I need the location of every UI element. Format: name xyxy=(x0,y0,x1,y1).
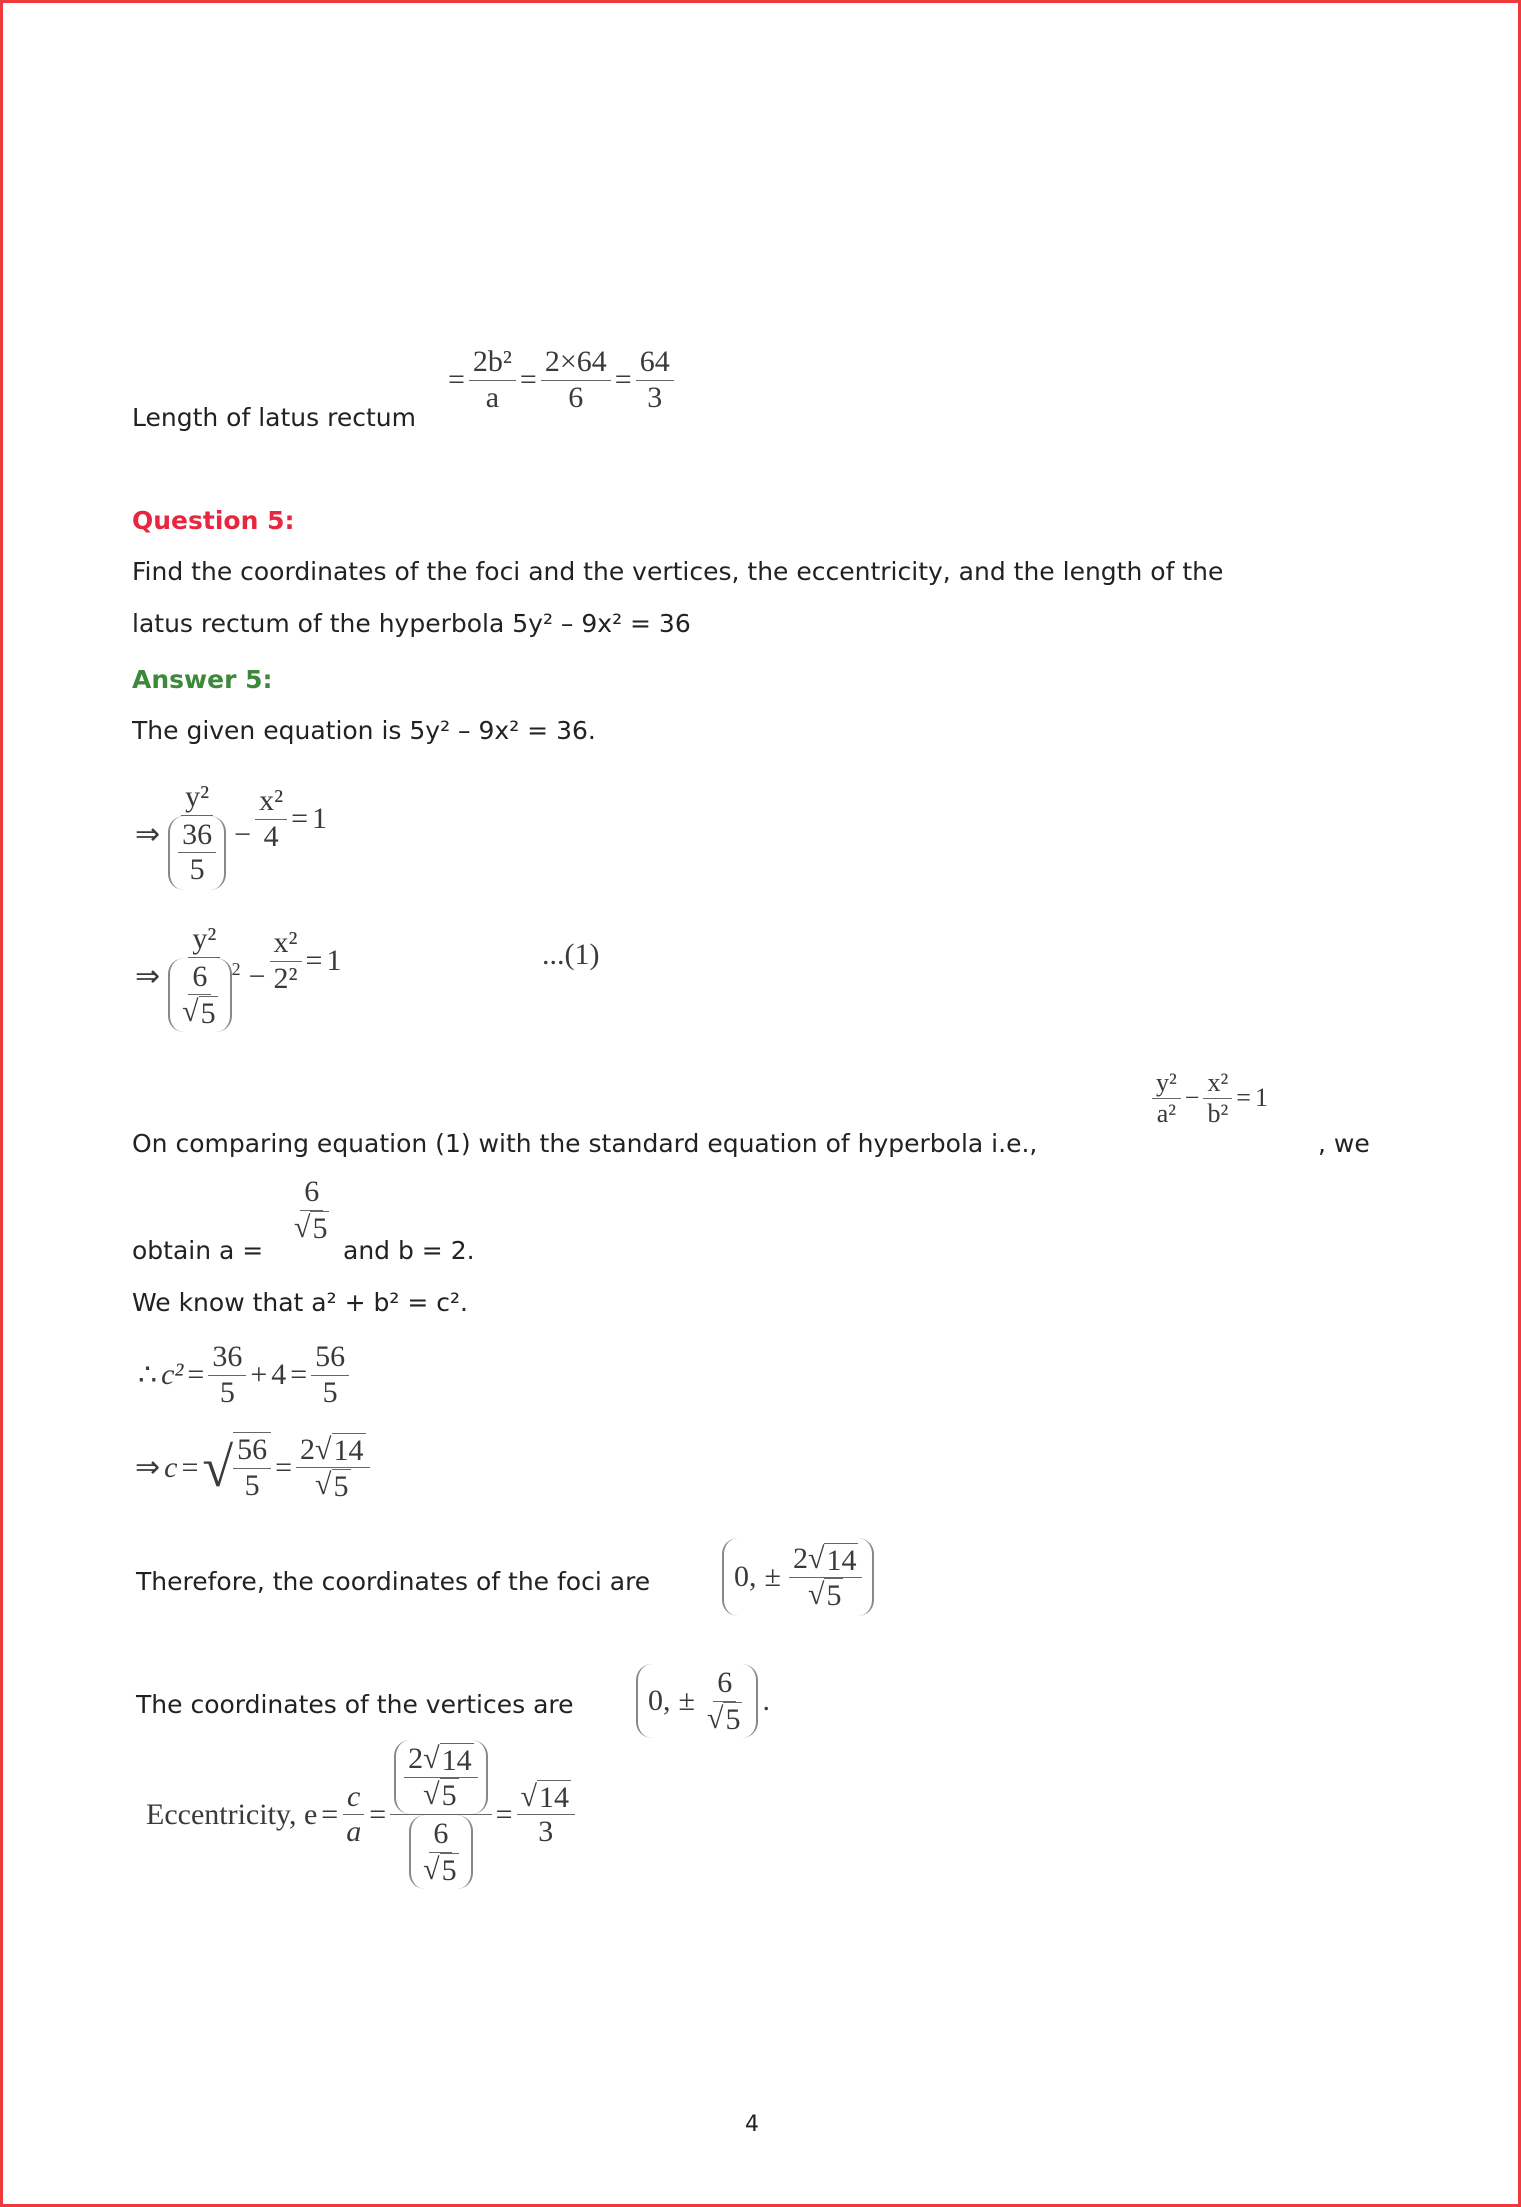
eq-sign: = xyxy=(369,1797,387,1831)
one: 1 xyxy=(1254,1083,1268,1113)
den: a xyxy=(485,380,500,414)
period: . xyxy=(762,1684,770,1717)
den xyxy=(405,1815,476,1889)
radicand: 5 xyxy=(333,1469,349,1503)
plus-minus: ± xyxy=(764,1560,781,1593)
num: 6 xyxy=(429,1817,452,1853)
eccentricity-equation xyxy=(146,1740,575,1889)
fraction xyxy=(1152,1068,1181,1129)
eq-sign: = xyxy=(495,1797,513,1831)
latus-label: Length of latus rectum xyxy=(132,403,416,432)
radicand: 14 xyxy=(826,1543,857,1577)
eq-sign: = xyxy=(1236,1083,1251,1113)
c-squared: c² xyxy=(161,1358,184,1391)
radicand: 5 xyxy=(441,1854,457,1887)
num xyxy=(390,1740,491,1815)
den xyxy=(164,958,244,1032)
equation-step-2 xyxy=(135,922,341,1032)
den: a² xyxy=(1156,1098,1177,1128)
fraction xyxy=(270,926,302,996)
plus-minus: ± xyxy=(678,1684,695,1717)
foci-text: Therefore, the coordinates of the foci are xyxy=(136,1567,651,1596)
num: √ 14 xyxy=(517,1780,575,1816)
fraction xyxy=(208,1340,246,1410)
radicand: 5 xyxy=(200,996,216,1030)
fraction xyxy=(541,345,611,415)
fraction xyxy=(404,1742,477,1812)
num: x² xyxy=(270,926,302,962)
num: y² xyxy=(188,922,220,958)
den: 3 xyxy=(647,380,663,414)
den: 5 xyxy=(244,1468,260,1502)
eccentricity-label: Eccentricity, e xyxy=(146,1797,318,1831)
exponent: 2 xyxy=(231,958,241,979)
radicand: 5 xyxy=(312,1212,328,1245)
den: 5 xyxy=(189,853,205,886)
zero: 0, xyxy=(648,1684,671,1717)
eq-sign: = xyxy=(448,363,465,396)
parenthesis-group xyxy=(168,816,226,890)
fraction xyxy=(164,780,230,890)
sqrt: √ $\frac{56}{5}$ xyxy=(202,1432,271,1503)
fraction xyxy=(290,1175,333,1245)
fraction xyxy=(517,1780,575,1850)
one: 1 xyxy=(326,944,342,977)
den: √ 5 xyxy=(706,1701,741,1736)
fraction xyxy=(789,1542,862,1612)
c-variable: c xyxy=(347,1779,361,1813)
radicand: 14 xyxy=(333,1434,364,1467)
den: 5 xyxy=(322,1375,338,1409)
num: 6 xyxy=(188,960,211,996)
num: 2 √ 14 xyxy=(789,1542,862,1578)
eq-sign: = xyxy=(614,363,632,396)
fraction xyxy=(311,1340,349,1410)
fraction xyxy=(1203,1068,1232,1129)
parenthesis-group xyxy=(636,1664,758,1738)
fraction xyxy=(703,1666,746,1736)
eq-sign: = xyxy=(291,802,308,835)
implies-symbol: ⇒ xyxy=(135,960,161,994)
implies-symbol: ⇒ xyxy=(135,818,161,852)
sqrt: √ 5 xyxy=(182,995,216,1030)
fraction xyxy=(178,960,221,1030)
c-variable: c xyxy=(164,1450,178,1484)
foci-coordinates xyxy=(722,1538,874,1616)
den: 3 xyxy=(538,1815,554,1848)
coefficient: 2 xyxy=(408,1742,424,1775)
sqrt: √ 5 xyxy=(294,1210,328,1245)
therefore-symbol: ∴ xyxy=(138,1358,158,1392)
num: x² xyxy=(255,784,287,820)
vertices-coordinates xyxy=(636,1664,770,1738)
c-squared-equation xyxy=(138,1340,349,1410)
minus-sign: − xyxy=(234,817,252,851)
answer-heading: Answer 5: xyxy=(132,665,273,694)
fraction xyxy=(296,1433,369,1503)
num: 56 xyxy=(233,1433,271,1469)
obtain-text-end: and b = 2. xyxy=(343,1236,475,1265)
radicand: 5 xyxy=(826,1579,842,1612)
plus-sign: + xyxy=(250,1358,268,1391)
fraction xyxy=(164,922,244,1032)
fraction xyxy=(255,784,287,854)
den: 5 xyxy=(219,1375,235,1409)
obtain-text: obtain a = xyxy=(132,1236,264,1265)
parenthesis-group xyxy=(409,1815,472,1889)
fraction xyxy=(233,1433,271,1503)
zero: 0, xyxy=(734,1560,757,1593)
eq-sign: = xyxy=(321,1797,339,1831)
question-heading: Question 5: xyxy=(132,506,295,535)
one: 1 xyxy=(311,802,327,835)
a-value xyxy=(290,1175,333,1245)
den xyxy=(342,1815,365,1850)
fraction xyxy=(469,345,516,415)
question-line-1: Find the coordinates of the foci and the vertices, the eccentricity, and the length of the xyxy=(132,557,1224,586)
standard-equation xyxy=(1152,1068,1268,1129)
eq-sign: = xyxy=(181,1450,199,1484)
num: 6 xyxy=(713,1666,736,1702)
parenthesis-group xyxy=(722,1538,874,1616)
a-variable: a xyxy=(346,1815,362,1848)
fraction xyxy=(178,818,216,888)
eq-sign: = xyxy=(290,1358,308,1391)
num: x² xyxy=(1203,1068,1232,1099)
den: 6 xyxy=(568,380,584,414)
page-number: 4 xyxy=(745,2112,759,2137)
c-equation xyxy=(135,1432,370,1503)
num: 56 xyxy=(311,1340,349,1376)
num: 2 √ 14 xyxy=(404,1742,477,1778)
radicand: 5 xyxy=(441,1779,457,1812)
num: 64 xyxy=(636,345,674,381)
eq-sign: = xyxy=(519,363,537,396)
den: √ 5 xyxy=(423,1777,457,1812)
coefficient: 2 xyxy=(792,1542,808,1575)
eq-sign: = xyxy=(305,944,323,977)
num: 36 xyxy=(178,818,216,854)
fraction xyxy=(342,1780,365,1850)
den: 2² xyxy=(273,961,298,995)
den: √ 5 xyxy=(807,1577,842,1612)
num: 36 xyxy=(208,1340,246,1376)
num: 6 xyxy=(300,1175,323,1211)
den: √ 5 xyxy=(315,1468,349,1503)
four: 4 xyxy=(271,1358,287,1391)
minus-sign: − xyxy=(248,959,266,993)
comparing-text: On comparing equation (1) with the standard equation of hyperbola i.e., xyxy=(132,1129,1038,1158)
vertices-text: The coordinates of the vertices are xyxy=(136,1690,574,1719)
radicand: 14 xyxy=(441,1743,472,1777)
fraction xyxy=(419,1817,462,1887)
fraction xyxy=(636,345,674,415)
radicand: 14 xyxy=(539,1781,569,1814)
parenthesis-group xyxy=(394,1740,487,1814)
den: √ 5 xyxy=(423,1852,457,1887)
num xyxy=(343,1780,364,1816)
question-line-2: latus rectum of the hyperbola 5y² – 9x² = 36 xyxy=(132,609,691,638)
comparing-text-end: , we xyxy=(1318,1129,1370,1158)
parenthesis-group xyxy=(168,958,231,1032)
num: y² xyxy=(181,780,213,816)
minus-sign: − xyxy=(1184,1083,1200,1113)
eq-sign: = xyxy=(187,1358,205,1391)
den xyxy=(164,816,230,890)
num: 2b² xyxy=(469,345,516,381)
equation-tag: ...(1) xyxy=(542,938,600,971)
num: 2 √ 14 xyxy=(296,1433,369,1469)
coefficient: 2 xyxy=(300,1432,316,1466)
eq-sign: = xyxy=(275,1450,293,1484)
num: 2×64 xyxy=(541,345,611,381)
num: y² xyxy=(1152,1068,1181,1099)
implies-symbol: ⇒ xyxy=(135,1451,161,1484)
equation-step-1 xyxy=(135,780,327,890)
know-text: We know that a² + b² = c². xyxy=(132,1288,468,1317)
fraction xyxy=(390,1740,491,1889)
radicand: 5 xyxy=(725,1703,741,1736)
given-equation: The given equation is 5y² – 9x² = 36. xyxy=(132,716,596,745)
latus-formula xyxy=(448,345,674,415)
den: 4 xyxy=(263,819,279,853)
radicand xyxy=(233,1432,271,1503)
den: b² xyxy=(1207,1098,1229,1128)
